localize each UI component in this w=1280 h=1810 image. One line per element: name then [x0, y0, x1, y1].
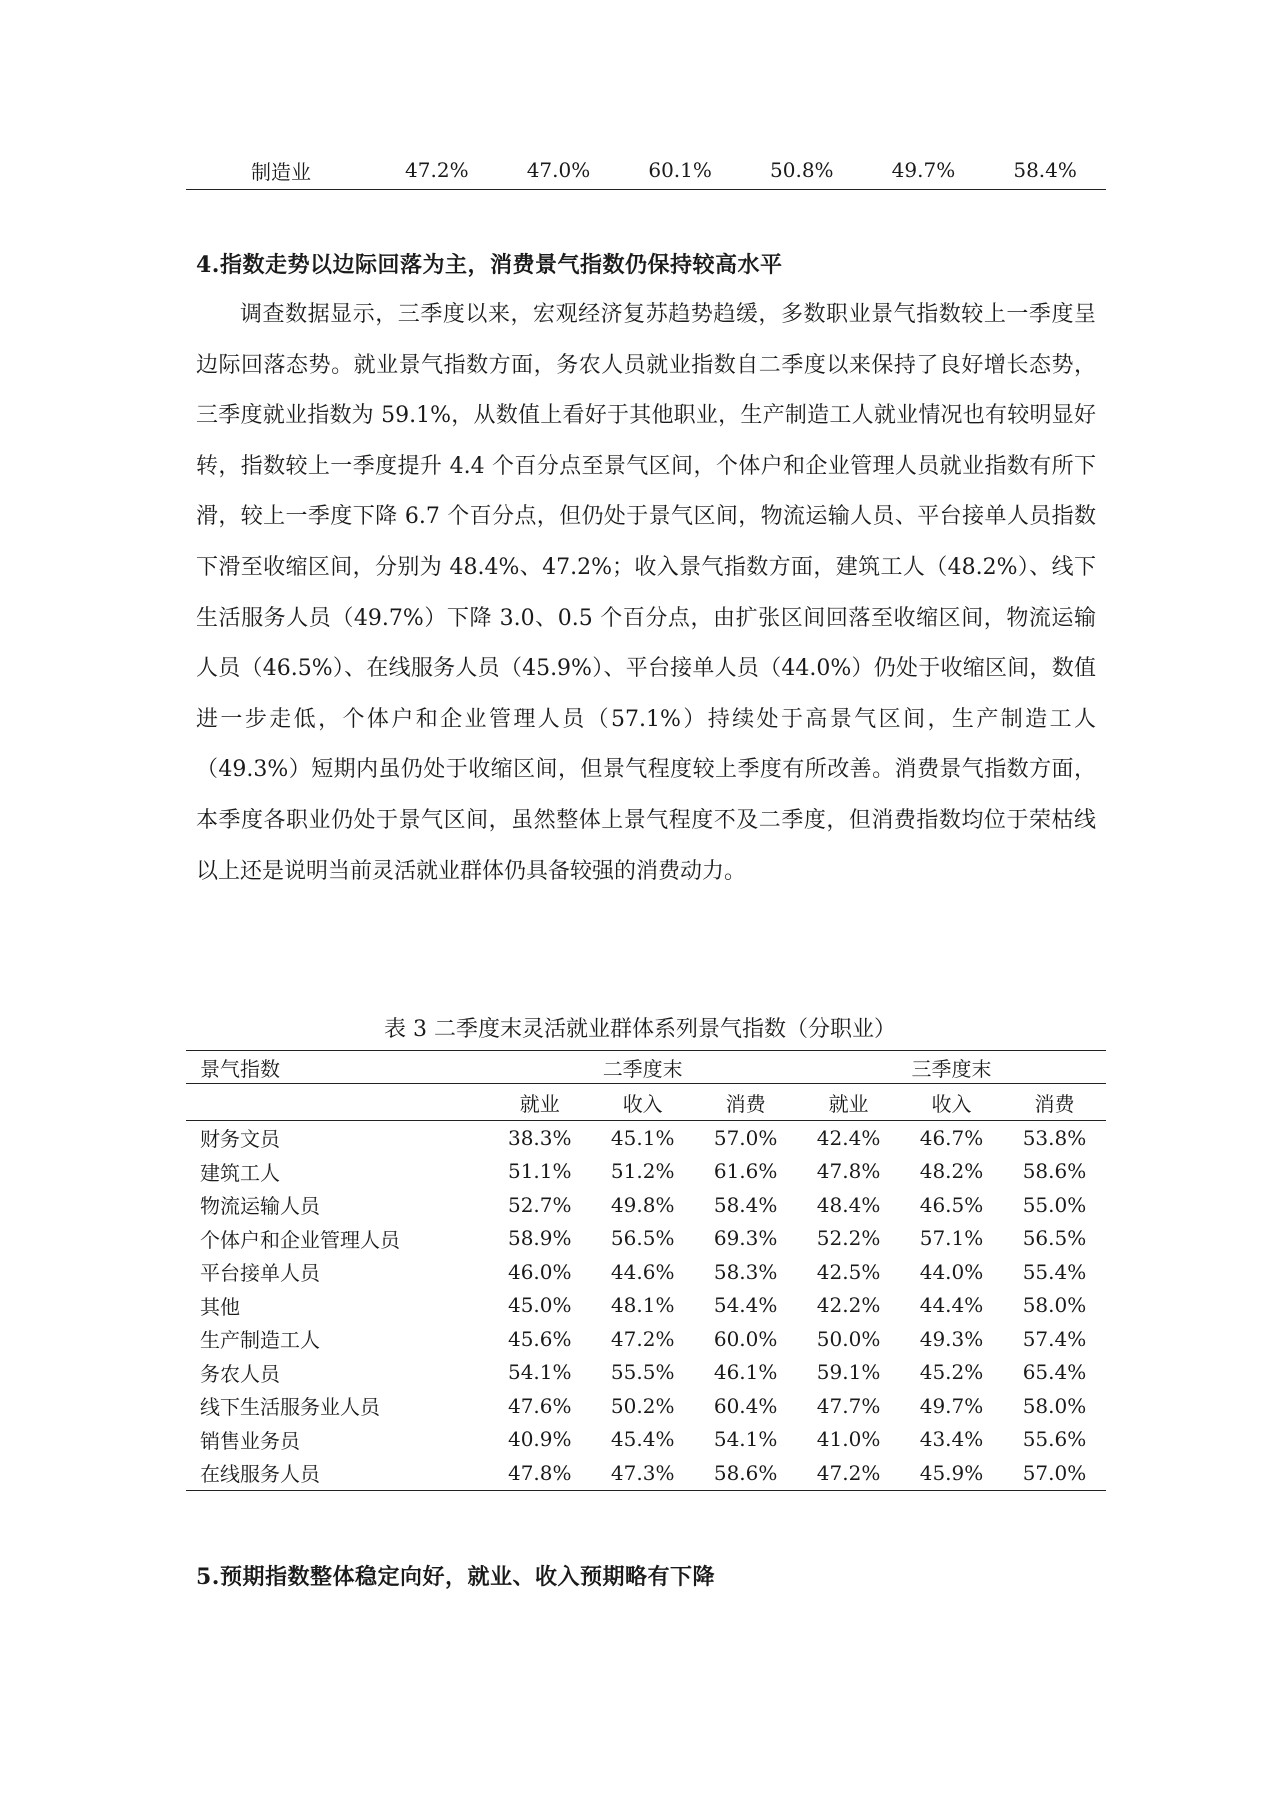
table-cell: 46.1%	[713, 1360, 778, 1385]
table-cell: 42.2%	[816, 1293, 881, 1318]
table-cell: 46.7%	[919, 1125, 984, 1150]
table-cell: 45.0%	[507, 1293, 572, 1318]
table-row	[186, 1322, 1106, 1356]
table-cell: 49.8%	[610, 1192, 675, 1217]
table-cell: 42.4%	[816, 1125, 881, 1150]
table-cell: 46.5%	[919, 1192, 984, 1217]
row-label: 其他	[200, 1294, 240, 1319]
table-row	[186, 1155, 1106, 1189]
table-cell: 55.0%	[1022, 1192, 1087, 1217]
row-label: 建筑工人	[200, 1160, 280, 1185]
table-3	[186, 1050, 1106, 1491]
table-row	[186, 1222, 1106, 1256]
table-row	[186, 152, 1106, 188]
table-cell: 47.2%	[405, 158, 469, 182]
row-label: 平台接单人员	[200, 1261, 320, 1286]
group-header-q2: 二季度末	[488, 1051, 797, 1084]
table-cell: 57.1%	[919, 1226, 984, 1251]
table-cell: 58.0%	[1022, 1393, 1087, 1418]
row-label: 在线服务人员	[186, 1456, 488, 1490]
table-cell: 52.7%	[507, 1192, 572, 1217]
table-cell: 57.0%	[1003, 1456, 1106, 1490]
table-cell: 48.1%	[610, 1293, 675, 1318]
table-cell: 55.4%	[1022, 1259, 1087, 1284]
table-cell: 50.8%	[770, 158, 834, 182]
table-cell: 56.5%	[610, 1226, 675, 1251]
table-cell: 43.4%	[919, 1427, 984, 1452]
row-label: 销售业务员	[200, 1428, 300, 1453]
table-cell: 52.2%	[816, 1226, 881, 1251]
column-header: 就业	[488, 1084, 591, 1121]
table-cell: 69.3%	[713, 1226, 778, 1251]
table-cell: 58.6%	[1022, 1159, 1087, 1184]
table-cell: 58.4%	[1013, 158, 1077, 182]
table-cell: 65.4%	[1022, 1360, 1087, 1385]
table-cell: 60.0%	[713, 1326, 778, 1351]
table-cell: 53.8%	[1022, 1125, 1087, 1150]
row-label: 制造业	[251, 159, 311, 184]
row-label: 物流运输人员	[200, 1194, 320, 1219]
table-cell: 58.4%	[713, 1192, 778, 1217]
table-cell: 47.7%	[816, 1393, 881, 1418]
table-cell: 40.9%	[507, 1427, 572, 1452]
table-3-caption: 表 3 二季度末灵活就业群体系列景气指数（分职业）	[384, 1017, 896, 1042]
table-cell: 58.0%	[1022, 1293, 1087, 1318]
table-cell: 54.1%	[507, 1360, 572, 1385]
table-cell: 47.2%	[797, 1456, 900, 1490]
table-cell: 44.0%	[919, 1259, 984, 1284]
table-subheader-row	[186, 1084, 1106, 1121]
table-row	[186, 1255, 1106, 1289]
table-cell: 42.5%	[816, 1259, 881, 1284]
previous-table-continuation	[186, 152, 1106, 188]
table-cell: 48.4%	[816, 1192, 881, 1217]
table-cell: 38.3%	[507, 1125, 572, 1150]
table-cell: 41.0%	[816, 1427, 881, 1452]
table-row	[186, 1456, 1106, 1490]
table-cell: 47.3%	[591, 1456, 694, 1490]
corner-header: 景气指数	[186, 1051, 488, 1084]
table-cell: 45.9%	[900, 1456, 1003, 1490]
column-header: 收入	[591, 1084, 694, 1121]
table-cell: 54.4%	[713, 1293, 778, 1318]
table-cell: 50.0%	[816, 1326, 881, 1351]
table-cell: 46.0%	[507, 1259, 572, 1284]
section-4-paragraph: 调查数据显示，三季度以来，宏观经济复苏趋势趋缓，多数职业景气指数较上一季度呈边际回落态势。就业景气指数方面，务农人员就业指数自二季度以来保持了良好增长态势，三季度就业指数为 59.1%，从数值上看好于其他职业，生产制造工人就业情况也有较明显好转，指数较上一季度提升 4.4 个百分点至景气区间，个体户和企业管理人员就业指数有所下滑，较上一季度下降 6.7 个百分点，但仍处于景气区间，物流运输人员、平台接单人员指数下滑至收缩区间，分别为 48.4%、47.2%；收入景气指数方面，建筑工人（48.2%）、线下生活服务人员（49.7%）下降 3.0、0.5 个百分点，由扩张区间回落至收缩区间，物流运输人员（46.5%）、在线服务人员（45.9%）、平台接单人员（44.0%）仍处于收缩区间，数值进一步走低，个体户和企业管理人员（57.1%）持续处于高景气区间，生产制造工人（49.3%）短期内虽仍处于收缩区间，但景气程度较上季度有所改善。消费景气指数方面，本季度各职业仍处于景气区间，虽然整体上景气程度不及二季度，但消费指数均位于荣枯线以上还是说明当前灵活就业群体仍具备较强的消费动力。	[196, 302, 1096, 884]
table-cell: 54.1%	[713, 1427, 778, 1452]
table-cell: 58.3%	[713, 1259, 778, 1284]
table-cell: 61.6%	[713, 1159, 778, 1184]
section-4-heading: 4.指数走势以边际回落为主，消费景气指数仍保持较高水平	[196, 252, 783, 278]
row-label: 财务文员	[200, 1127, 280, 1152]
table-cell: 45.1%	[610, 1125, 675, 1150]
row-label: 个体户和企业管理人员	[200, 1227, 400, 1252]
table-cell: 60.1%	[648, 158, 712, 182]
table-cell: 47.8%	[816, 1159, 881, 1184]
table-cell: 49.7%	[919, 1393, 984, 1418]
table-cell: 47.0%	[526, 158, 591, 182]
column-header: 收入	[900, 1084, 1003, 1121]
table-cell: 57.4%	[1022, 1326, 1087, 1351]
table-cell: 57.0%	[713, 1125, 778, 1150]
table-header-row	[186, 1051, 1106, 1084]
table-row	[186, 1121, 1106, 1155]
table-cell: 47.8%	[488, 1456, 591, 1490]
column-header: 消费	[694, 1084, 797, 1121]
table-cell: 44.6%	[610, 1259, 675, 1284]
table-cell: 56.5%	[1022, 1226, 1087, 1251]
table-cell: 59.1%	[816, 1360, 881, 1385]
table-cell: 60.4%	[713, 1393, 778, 1418]
table-row	[186, 1188, 1106, 1222]
table-row	[186, 1289, 1106, 1323]
table-cell: 50.2%	[610, 1393, 675, 1418]
table-cell: 55.6%	[1022, 1427, 1087, 1452]
table-cell: 48.2%	[919, 1159, 984, 1184]
table-cell: 47.6%	[507, 1393, 572, 1418]
table-row	[186, 1356, 1106, 1390]
table-cell: 44.4%	[919, 1293, 984, 1318]
table-cell: 49.3%	[919, 1326, 984, 1351]
table-cell: 58.6%	[694, 1456, 797, 1490]
table-cell: 58.9%	[507, 1226, 572, 1251]
section-5-heading: 5.预期指数整体稳定向好，就业、收入预期略有下降	[196, 1564, 715, 1590]
table-cell: 55.5%	[610, 1360, 675, 1385]
table-row	[186, 1423, 1106, 1457]
row-label: 线下生活服务业人员	[200, 1395, 380, 1420]
row-label: 生产制造工人	[200, 1328, 320, 1353]
table-cell: 45.4%	[610, 1427, 675, 1452]
column-header: 消费	[1003, 1084, 1106, 1121]
table-cell: 51.2%	[610, 1159, 675, 1184]
table-cell: 45.6%	[507, 1326, 572, 1351]
table-3-body	[186, 1121, 1106, 1491]
table-cell: 49.7%	[891, 158, 956, 182]
table-row	[186, 1389, 1106, 1423]
column-header: 就业	[797, 1084, 900, 1121]
empty-header-cell	[186, 1084, 488, 1121]
table-cell: 45.2%	[919, 1360, 984, 1385]
table-bottom-rule	[186, 189, 1106, 190]
table-cell: 47.2%	[610, 1326, 675, 1351]
group-header-q3: 三季度末	[797, 1051, 1106, 1084]
row-label: 务农人员	[200, 1361, 280, 1386]
table-cell: 51.1%	[507, 1159, 572, 1184]
